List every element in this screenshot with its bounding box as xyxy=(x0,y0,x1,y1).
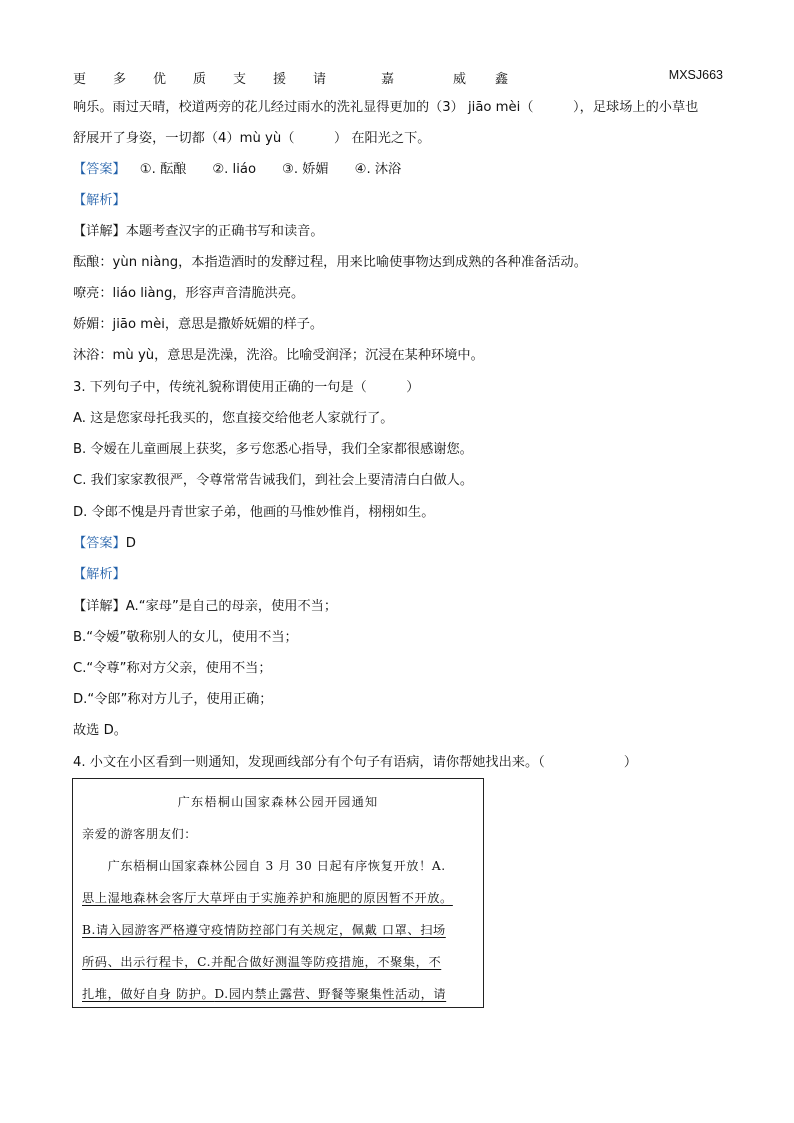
q2-text-line: 响乐。雨过天晴，校道两旁的花儿经过雨水的洗礼显得更加的（3） jiāo mèi（ ），足球场上的小草也 xyxy=(73,100,699,115)
detail-line: C.“令尊”称对方父亲，使用不当； xyxy=(73,661,272,676)
header-char: 质 xyxy=(193,72,207,87)
notice-line-underlined: B.请入园游客严格遵守疫情防控部门有关规定，佩戴 口罩、扫场 xyxy=(82,923,446,937)
notice-line: 广东梧桐山国家森林公园自 3 月 30 日起有序恢复开放！A. xyxy=(82,859,446,873)
header-char: 请 xyxy=(313,72,327,87)
q3-option-a: A. 这是您家母托我买的，您直接交给他老人家就行了。 xyxy=(73,411,394,426)
page-header xyxy=(73,68,723,86)
q3-stem: 3. 下列句子中，传统礼貌称谓使用正确的一句是（ ） xyxy=(73,380,420,395)
q3-option-b: B. 令嫒在儿童画展上获奖，多亏您悉心指导，我们全家都很感谢您。 xyxy=(73,442,473,457)
notice-underlined-segment: D.园内禁止露营、野餐等聚集性活动，请 xyxy=(214,987,447,1001)
explanation-line: 娇媚：jiāo mèi，意思是撒娇妩媚的样子。 xyxy=(73,317,324,332)
detail-line: B.“令嫒”敬称别人的女儿，使用不当； xyxy=(73,630,298,645)
notice-line-underlined: 思上湿地森林会客厅大草坪由于实施养护和施肥的原因暂不开放。 xyxy=(82,891,453,905)
q2-answer xyxy=(73,161,401,179)
header-char: 支 xyxy=(233,72,247,87)
answer-value: D xyxy=(125,536,136,551)
q2-text-line: 舒展开了身姿，一切都（4）mù yù（ ） 在阳光之下。 xyxy=(73,131,431,146)
answer-item: ③. 娇媚 xyxy=(282,162,329,177)
answer-item: ④. 沐浴 xyxy=(354,162,402,177)
explanation-line: 沐浴：mù yù，意思是洗澡，洗浴。比喻受润泽；沉浸在某种环境中。 xyxy=(73,348,484,363)
q3-option-c: C. 我们家家教很严，令尊常常告诫我们，到社会上要清清白白做人。 xyxy=(73,473,474,488)
answer-label: 【答案】 xyxy=(73,536,126,551)
detail-line: 【详解】A.“家母”是自己的母亲，使用不当； xyxy=(73,599,338,614)
q3-option-d: D. 令郎不愧是丹青世家子弟，他画的马惟妙惟肖，栩栩如生。 xyxy=(73,505,435,520)
answer-label: 【答案】 xyxy=(73,162,126,177)
analysis-label: 【解析】 xyxy=(73,193,126,208)
answer-item: ②. liáo xyxy=(212,162,257,177)
header-char: 鑫 xyxy=(495,72,509,87)
header-char: 多 xyxy=(113,72,127,87)
q4-stem: 4. 小文在小区看到一则通知，发现画线部分有个句子有语病，请你帮她找出来。（ ） xyxy=(73,755,638,770)
notice-underlined-segment: 扎堆，做好自身 防护。 xyxy=(82,987,215,1001)
header-char: 援 xyxy=(273,72,287,87)
notice-title: 广东梧桐山国家森林公园开园通知 xyxy=(177,795,379,809)
notice-line-underlined: 所码、出示行程卡，C.并配合做好测温等防疫措施，不聚集，不 xyxy=(82,955,442,969)
header-char: 嘉 xyxy=(381,72,395,87)
notice-greeting: 亲爱的游客朋友们： xyxy=(82,827,198,841)
explanation-line: 嘹亮：liáo liàng，形容声音清脆洪亮。 xyxy=(73,286,305,301)
document-code: MXSJ663 xyxy=(668,68,723,82)
detail-line: D.“令郎”称对方儿子，使用正确； xyxy=(73,692,273,707)
q3-answer xyxy=(73,535,136,553)
detail-line: 【详解】本题考查汉字的正确书写和读音。 xyxy=(73,224,324,239)
header-char: 威 xyxy=(453,72,467,87)
analysis-label: 【解析】 xyxy=(73,567,126,582)
header-char: 更 xyxy=(73,72,87,87)
header-char: 优 xyxy=(153,72,167,87)
answer-item: ①. 酝酿 xyxy=(139,162,187,177)
detail-line: 故选 D。 xyxy=(73,723,127,738)
notice-line xyxy=(82,985,446,1002)
explanation-line: 酝酿：yùn niàng，本指造酒时的发酵过程，用来比喻使事物达到成熟的各种准备活动。 xyxy=(73,255,587,270)
notice-box xyxy=(72,778,484,1008)
